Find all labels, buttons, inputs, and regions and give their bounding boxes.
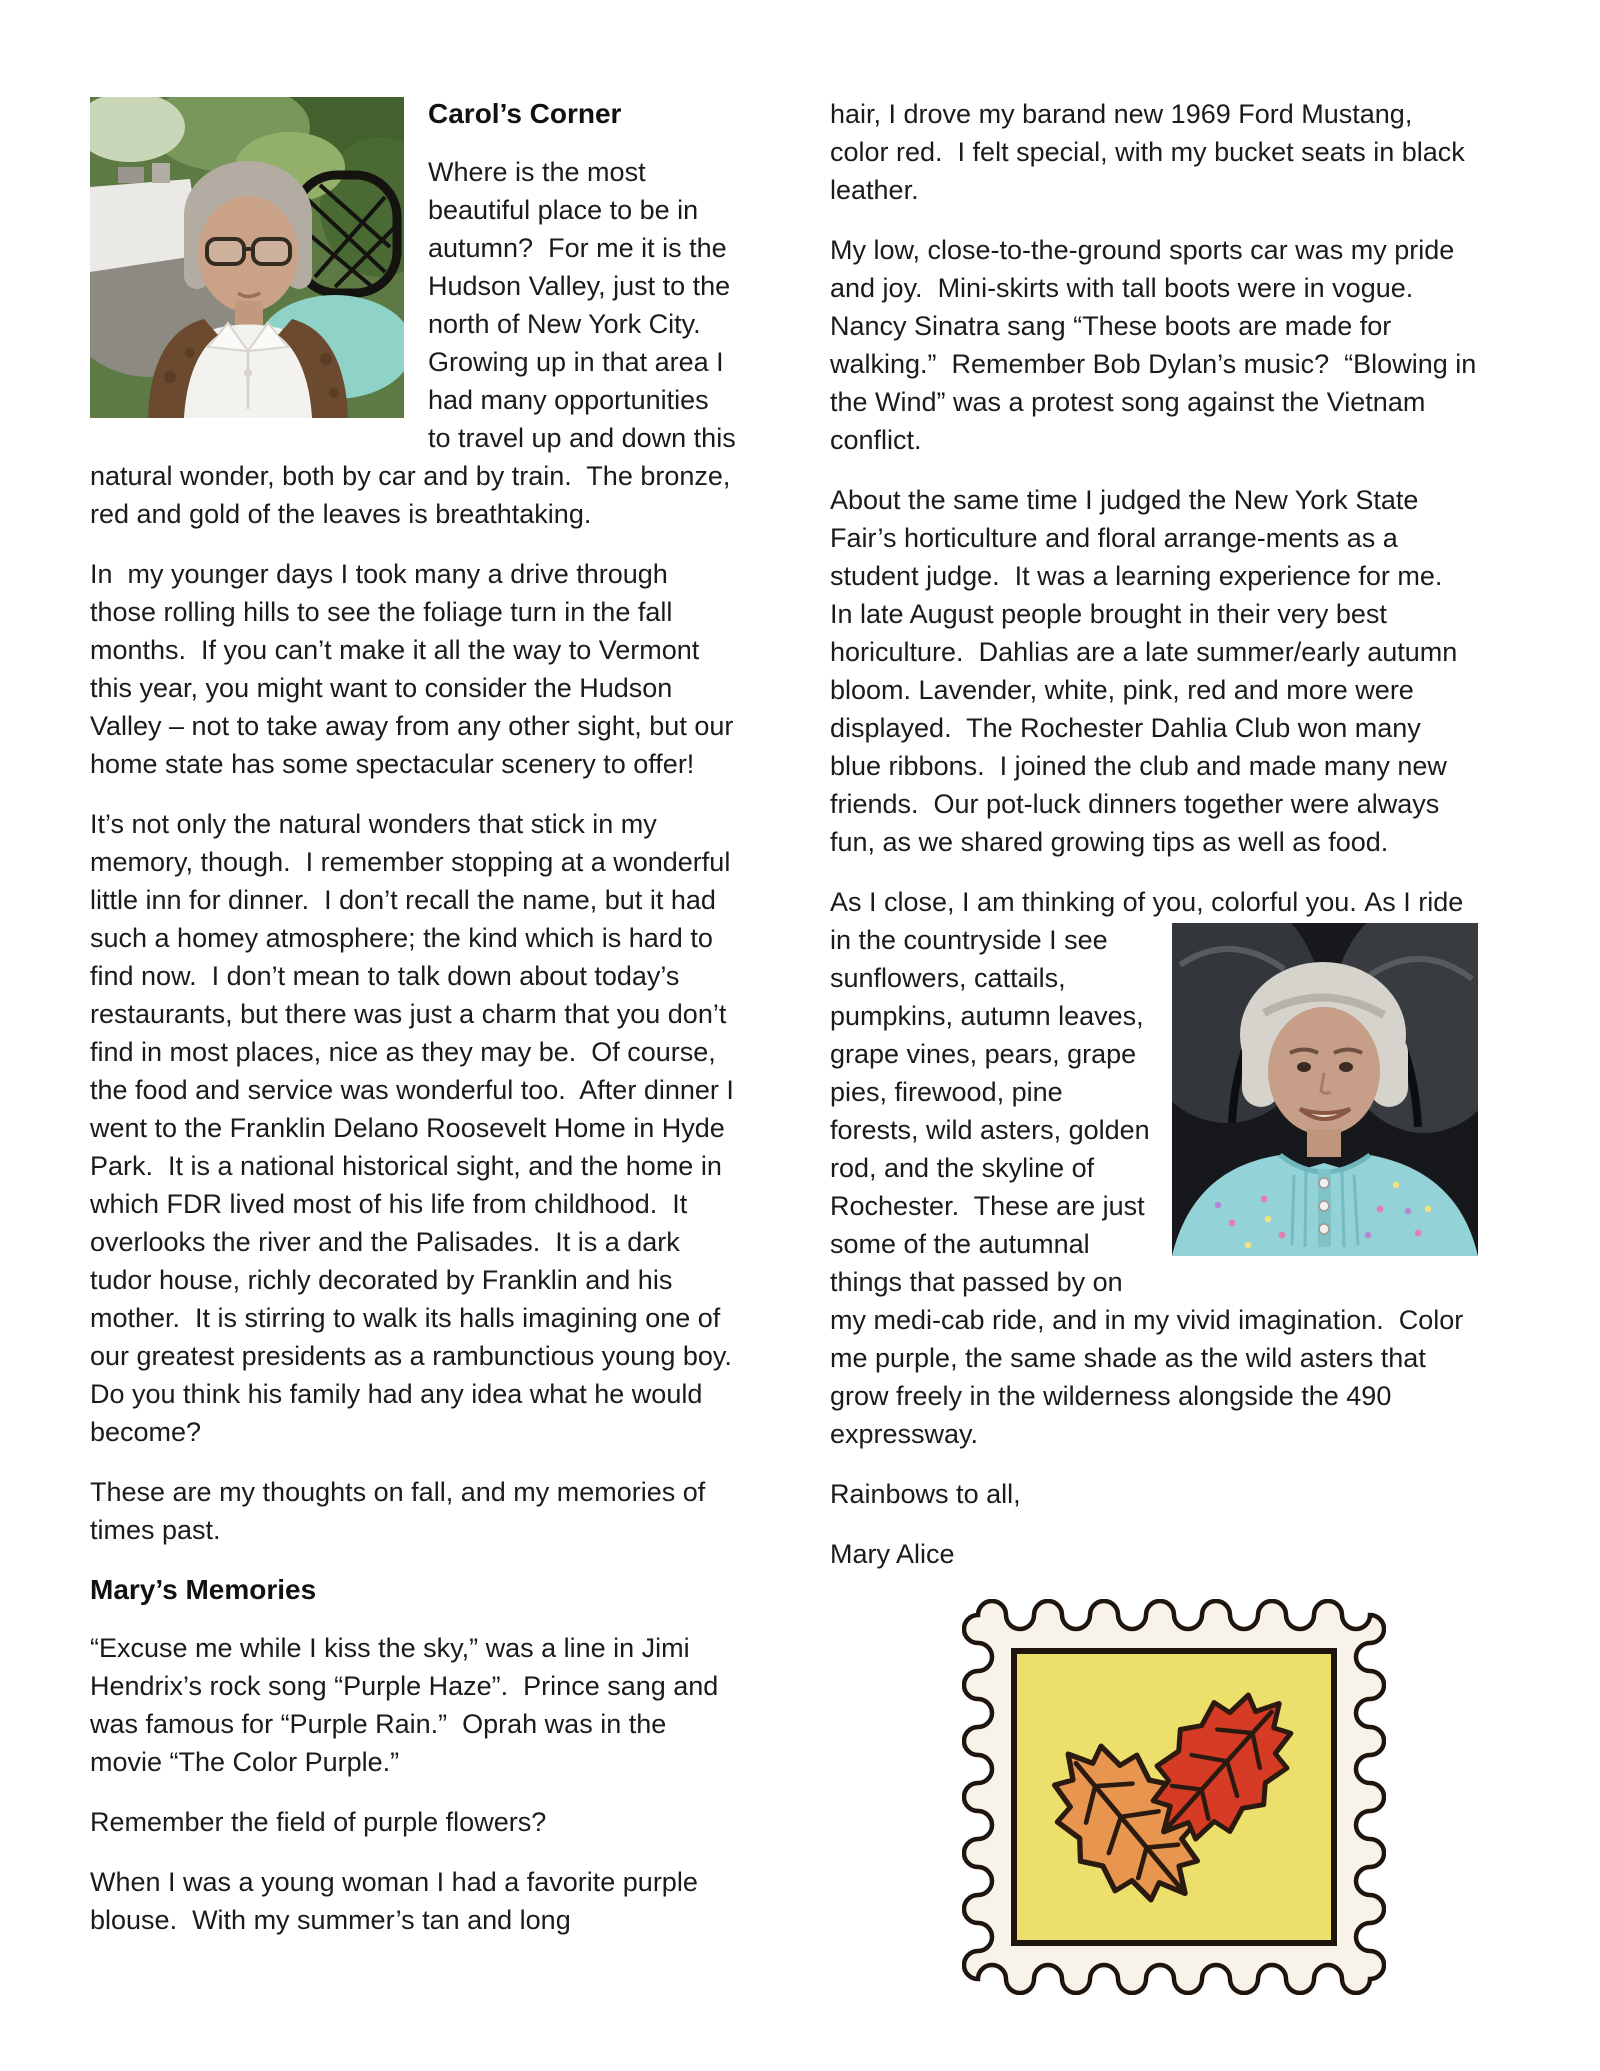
mary-photo-illustration xyxy=(1172,923,1478,1256)
marys-memories-heading: Mary’s Memories xyxy=(90,1574,317,1605)
left-column xyxy=(90,95,747,1961)
signature: Mary Alice xyxy=(830,1539,955,1569)
mary-photo xyxy=(1172,923,1478,1256)
carol-paragraph-2: In my younger days I took many a drive through those rolling hills to see the foliage turn in the fall months. If you can’t make it all the way to Vermont this year, you might want to consider the Hudson Valley – not to take away from any other sight, but our home state has some spectacular scenery to offer! xyxy=(90,559,741,779)
carol-photo xyxy=(90,97,404,418)
closing-paragraph-intro: As I close, I am thinking of you, colorful you. xyxy=(830,887,1357,917)
mary-paragraph-1: “Excuse me while I kiss the sky,” was a line in Jimi Hendrix’s rock song “Purple Haze”. Prince sang and was famous for “Purple Rain.” Oprah was in the movie “The Color Purple.” xyxy=(90,1633,726,1777)
mary-paragraph-4: hair, I drove my barand new 1969 Ford Mustang, color red. I felt special, with my bucket seats in black leather. xyxy=(830,99,1473,205)
carol-paragraph-4: These are my thoughts on fall, and my memories of times past. xyxy=(90,1477,713,1545)
carol-photo-illustration xyxy=(90,97,404,418)
closing-line: Rainbows to all, xyxy=(830,1479,1021,1509)
stamp-graphic xyxy=(962,1599,1386,1995)
mary-paragraph-2: Remember the field of purple flowers? xyxy=(90,1807,547,1837)
carols-corner-heading: Carol’s Corner xyxy=(428,98,622,129)
mary-closing-paragraph xyxy=(830,883,1478,1453)
mary-paragraph-3: When I was a young woman I had a favorite purple blouse. With my summer’s tan and long xyxy=(90,1867,706,1935)
right-column xyxy=(830,95,1484,1995)
mary-paragraph-6: About the same time I judged the New York State Fair’s horticulture and floral arrange-ments as a student judge. It was a learning experience for me. In late August people brought in their very best horiculture. Dahlias are a late summer/early autumn bloom. Lavender, white, pink, red and more were displayed. The Rochester Dahlia Club won many blue ribbons. I joined the club and made many new friends. Our pot-luck dinners together were always fun, as we shared growing tips as well as food. xyxy=(830,485,1465,857)
carol-paragraph-3: It’s not only the natural wonders that stick in my memory, though. I remember stopping at a wonderful little inn for dinner. I don’t recall the name, but it had such a homey atmosphere; the kind which is hard to find now. I don’t mean to talk down about today’s restaurants, but there was just a charm that you don’t find in most places, nice as they may be. Of course, the food and service was wonderful too. After dinner I went to the Franklin Delano Roosevelt Home in Hyde Park. It is a national historical sight, and the home in which FDR lived most of his life from childhood. It overlooks the river and the Palisades. It is a dark tudor house, richly decorated by Franklin and his mother. It is stirring to walk its halls imagining one of our greatest presidents as a rambunctious young boy. Do you think his family had any idea what he would become? xyxy=(90,809,747,1447)
mary-paragraph-5: My low, close-to-the-ground sports car was my pride and joy. Mini-skirts with tall boots were in vogue. Nancy Sinatra sang “These boots are made for walking.” Remember Bob Dylan’s music? “Blowing in the Wind” was a protest song against the Vietnam conflict. xyxy=(830,235,1484,455)
autumn-leaves-stamp xyxy=(962,1599,1386,1995)
closing-paragraph-rest: As I ride in the countryside I see sunflowers, cattails, pumpkins, autumn leaves, grape vines, pears, grape pies, firewood, pine forests, wild asters, golden rod, and the skyline of Rochester. These are just some of the autumnal things that passed by on my medi-cab ride, and in my vivid imagination. Color me purple, the same shade as the wild asters that grow freely in the wilderness alongside the 490 expressway. xyxy=(830,887,1471,1449)
carol-paragraph-1: Where is the most beautiful place to be in autumn? For me it is the Hudson Valley, just to the north of New York City. Growing up in that area I had many opportunities to travel up and down this natural wonder, both by car and by train. The bronze, red and gold of the leaves is breathtaking. xyxy=(90,157,744,529)
